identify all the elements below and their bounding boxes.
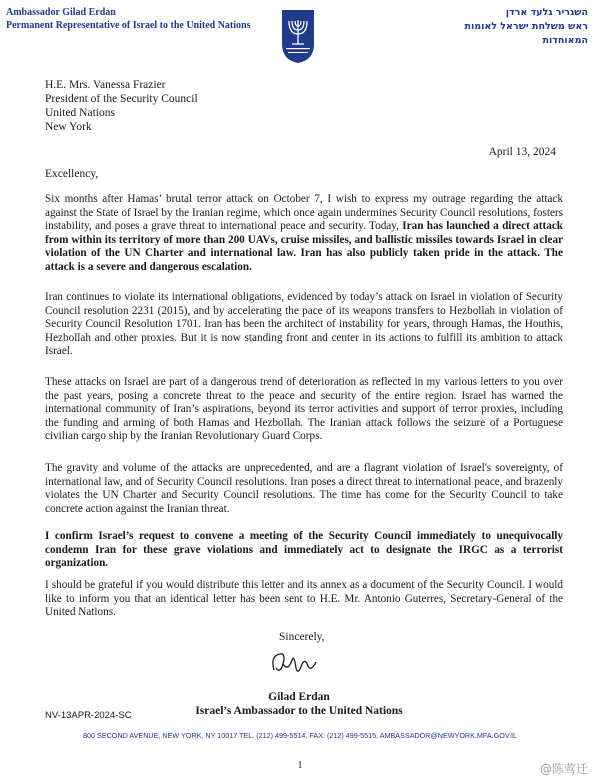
paragraph-6: I should be grateful if you would distribute this letter and its annex as a document of the Security Council. I would like to inform you that an identical letter has been sent to H.E. Mr. Antonio Guterres, Secretary-General of the United Nations. [45, 579, 563, 619]
ambassador-role: Permanent Representative of Israel to the United Nations [6, 20, 251, 31]
paragraph-2: Iran continues to violate its international obligations, evidenced by today’s attack on Israel in violation of Security Council resolution 2231 (2015), and by accelerating the pace of its weapons transfers to Hezbollah in violation of Security Council Resolution 1701. Iran has been the architect of instability for years, through Hamas, the Houthis, Hezbollah and other proxies. But it is now standing front and center in its actions to fulfill its ambition to attack Israel. [45, 291, 563, 358]
paragraph-1-text: Six months after Hamas’ brutal terror attack on October 7, I wish to express my outrage regarding the attack against the State of Israel by the Iranian regime, which once again undermines Security Council resolutions, fosters instability, and poses a grave threat to international peace and security. Today, [45, 193, 563, 233]
ambassador-name: Ambassador Gilad Erdan [6, 7, 116, 18]
watermark: @陈莺迁 [539, 762, 588, 776]
recipient-line-3: United Nations [45, 107, 115, 119]
paragraph-5: I confirm Israel’s request to convene a meeting of the Security Council immediately to unequivocally condemn Iran for these grave violations and immediately act to designate the IRGC as a terrorist organization. [45, 530, 563, 570]
recipient-line-4: New York [45, 121, 92, 133]
footer-address: 800 SECOND AVENUE, NEW YORK, NY 10017 TEL. (212) 499-5514, FAX: (212) 499-5515, AMBASSADOR@NEWYORK.MFA.GOV.IL [83, 731, 517, 740]
signer-name: Gilad Erdan [268, 691, 330, 703]
hebrew-line-2: ראש משלחת ישראל לאומות [464, 21, 588, 32]
recipient-address [45, 78, 198, 134]
salutation: Excellency, [45, 168, 99, 180]
reference-number: NV-13APR-2024-SC [45, 710, 132, 721]
paragraph-3: These attacks on Israel are part of a dangerous trend of deterioration as reflected in my various letters to you over the past years, posing a concrete threat to the peace and security of the entire region. Israel has warned the international community of Iran’s aspirations, beyond its terror activities and support of terror proxies, including the funding and arming of both Hamas and Hezbollah. The Iranian attack follows the seizure of a Portuguese civilian cargo ship by the Iranian Revolutionary Guard Corps. [45, 376, 563, 443]
paragraph-1-bold-text: Iran has launched a direct attack from within its territory of more than 200 UAVs, cruise missiles, and ballistic missiles towards Israel in clear violation of the UN Charter and international law. Iran has also publicly taken pride in the attack. The attack is a severe and dangerous escalation. [45, 220, 564, 273]
closing: Sincerely, [279, 631, 325, 643]
signature-icon [266, 648, 326, 682]
recipient-line-1: H.E. Mrs. Vanessa Frazier [45, 79, 166, 91]
letterhead-left [6, 6, 251, 32]
menorah-emblem-icon [279, 8, 317, 64]
hebrew-line-1: השגריר גלעד ארדן [505, 7, 588, 18]
hebrew-line-3: המאוחדות [542, 35, 588, 46]
signer-block [174, 690, 424, 718]
letterhead-right [464, 6, 588, 48]
letter-date: April 13, 2024 [488, 146, 556, 158]
paragraph-1 [45, 193, 563, 275]
recipient-line-2: President of the Security Council [45, 93, 198, 105]
paragraph-4: The gravity and volume of the attacks are unprecedented, and are a flagrant violation of Israel's sovereignty, of international law, and of Security Council resolutions. Iran poses a direct threat to international peace, and brazenly violates the UN Charter and Security Council resolutions. The time has come for the Security Council to take concrete action against the Iranian threat. [45, 462, 563, 515]
signer-title: Israel’s Ambassador to the United Nations [195, 705, 403, 717]
page-number: 1 [297, 760, 303, 771]
